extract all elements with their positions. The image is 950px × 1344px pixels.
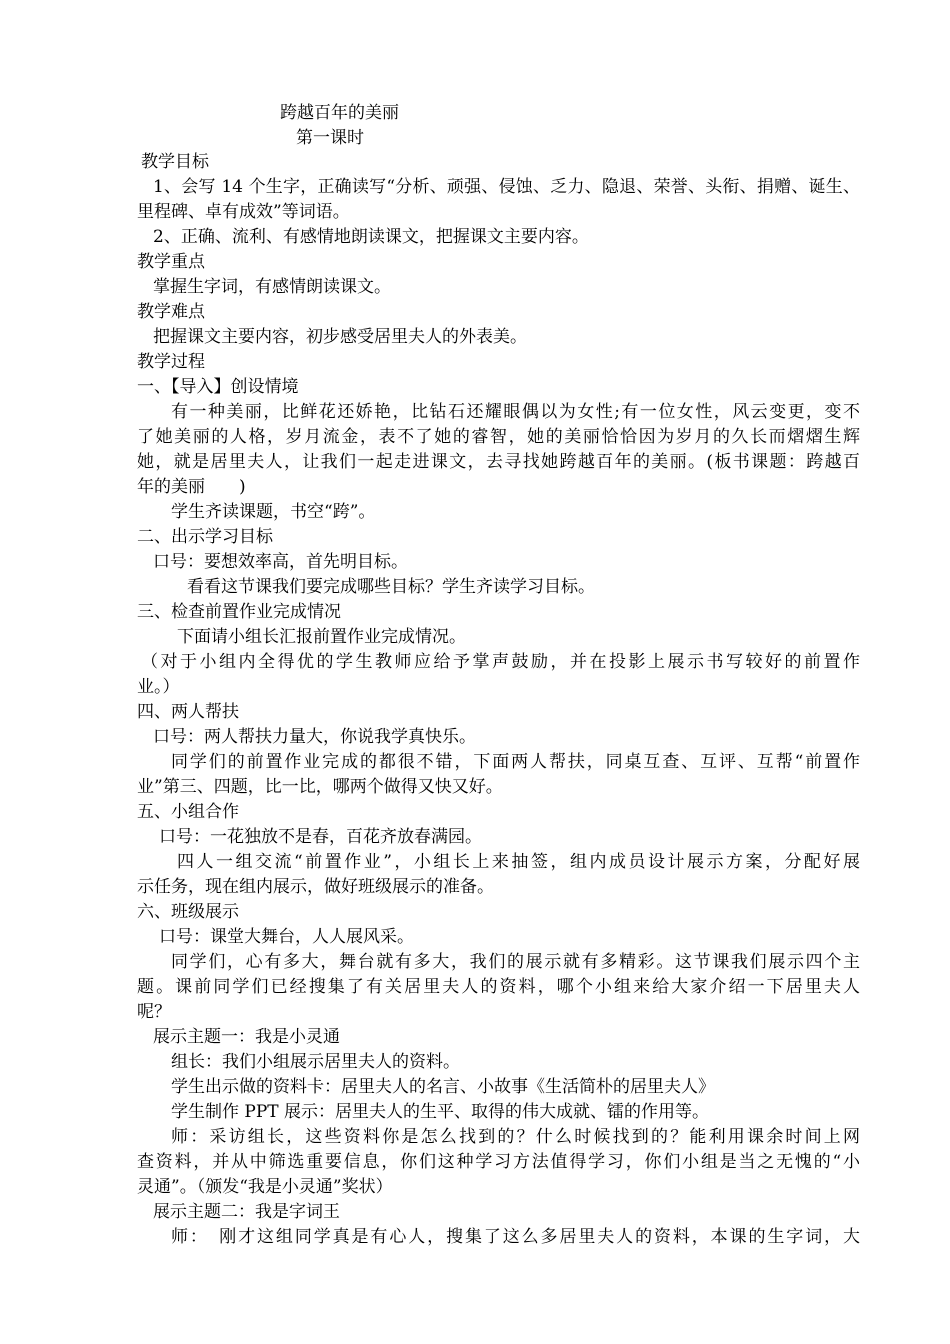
slogan-line: 口号：要想效率高，首先明目标。 <box>153 552 408 572</box>
heading-difficulties: 教学难点 <box>137 302 205 322</box>
text-line: 师： 刚才这组同学真是有心人，搜集了这么多居里夫人的资料，本课的生字词，大 <box>171 1227 860 1247</box>
heading-key-points: 教学重点 <box>137 252 205 272</box>
text-line: （对于小组内全得优的学生教师应给予掌声鼓励，并在投影上展示书写较好的前置作 <box>141 652 860 672</box>
text-line: 题。课前同学们已经搜集了有关居里夫人的资料，哪个小组来给大家介绍一下居里夫人 <box>137 977 860 997</box>
text-line: 年的美丽 ) <box>137 477 246 497</box>
theme-heading-1: 展示主题一：我是小灵通 <box>153 1027 340 1047</box>
text-line: 有一种美丽，比鲜花还娇艳，比钻石还耀眼偶以为女性;有一位女性，风云变更，变不 <box>171 402 860 422</box>
text-line: 师：采访组长，这些资料你是怎么找到的？什么时候找到的？能利用课余时间上网 <box>171 1127 860 1147</box>
text-line: 呢？ <box>137 1002 171 1022</box>
section-heading-4: 四、两人帮扶 <box>137 702 239 722</box>
text-line: 看看这节课我们要完成哪些目标？学生齐读学习目标。 <box>187 577 595 597</box>
text-line: 查资料，并从中筛选重要信息，你们这种学习方法值得学习，你们小组是当之无愧的“小 <box>137 1152 860 1172</box>
section-heading-5: 五、小组合作 <box>137 802 239 822</box>
text-line: 业”第三、四题，比一比，哪两个做得又快又好。 <box>137 777 503 797</box>
text-line: 组长：我们小组展示居里夫人的资料。 <box>171 1052 460 1072</box>
text-line: 她，就是居里夫人，让我们一起走进课文，去寻找她跨越百年的美丽。(板书课题：跨越百 <box>137 452 860 472</box>
heading-teaching-process: 教学过程 <box>137 352 205 372</box>
section-heading-1: 一、【导入】创设情境 <box>137 377 299 397</box>
text-line: 2、正确、流利、有感情地朗读课文，把握课文主要内容。 <box>153 227 589 247</box>
document-title: 跨越百年的美丽 <box>280 103 399 123</box>
section-heading-3: 三、检查前置作业完成情况 <box>137 602 341 622</box>
text-line: 学生制作 PPT 展示：居里夫人的生平、取得的伟大成就、镭的作用等。 <box>171 1102 710 1122</box>
document-subtitle: 第一课时 <box>296 128 364 148</box>
section-heading-2: 二、出示学习目标 <box>137 527 273 547</box>
text-line: 四人一组交流“前置作业”，小组长上来抽签，组内成员设计展示方案，分配好展 <box>177 852 860 872</box>
heading-teaching-goals: 教学目标 <box>141 152 209 172</box>
text-line: 把握课文主要内容，初步感受居里夫人的外表美。 <box>153 327 527 347</box>
theme-heading-2: 展示主题二：我是字词王 <box>153 1202 340 1222</box>
text-line: 1、会写 14 个生字，正确读写“分析、顽强、侵蚀、乏力、隐退、荣誉、头衔、捐赠、诞生、 <box>153 177 860 197</box>
text-line: 下面请小组长汇报前置作业完成情况。 <box>177 627 466 647</box>
text-line: 学生出示做的资料卡：居里夫人的名言、小故事《生活简朴的居里夫人》 <box>171 1077 715 1097</box>
text-line: 掌握生字词，有感情朗读课文。 <box>153 277 391 297</box>
text-line: 同学们，心有多大，舞台就有多大，我们的展示就有多精彩。这节课我们展示四个主 <box>171 952 860 972</box>
text-line: 同学们的前置作业完成的都很不错，下面两人帮扶，同桌互查、互评、互帮“前置作 <box>171 752 860 772</box>
text-line: 了她美丽的人格，岁月流金，表不了她的睿智，她的美丽恰恰因为岁月的久长而熠熠生辉 <box>137 427 860 447</box>
text-line: 灵通”。（颁发“我是小灵通”奖状） <box>137 1177 393 1197</box>
slogan-line: 口号：一花独放不是春，百花齐放春满园。 <box>159 827 482 847</box>
text-line: 示任务，现在组内展示，做好班级展示的准备。 <box>137 877 494 897</box>
section-heading-6: 六、班级展示 <box>137 902 239 922</box>
text-line: 学生齐读课题，书空“跨”。 <box>171 502 376 522</box>
text-line: 里程碑、卓有成效”等词语。 <box>137 202 350 222</box>
slogan-line: 口号：两人帮扶力量大，你说我学真快乐。 <box>153 727 476 747</box>
slogan-line: 口号：课堂大舞台，人人展风采。 <box>159 927 414 947</box>
text-line: 业。） <box>137 677 180 697</box>
